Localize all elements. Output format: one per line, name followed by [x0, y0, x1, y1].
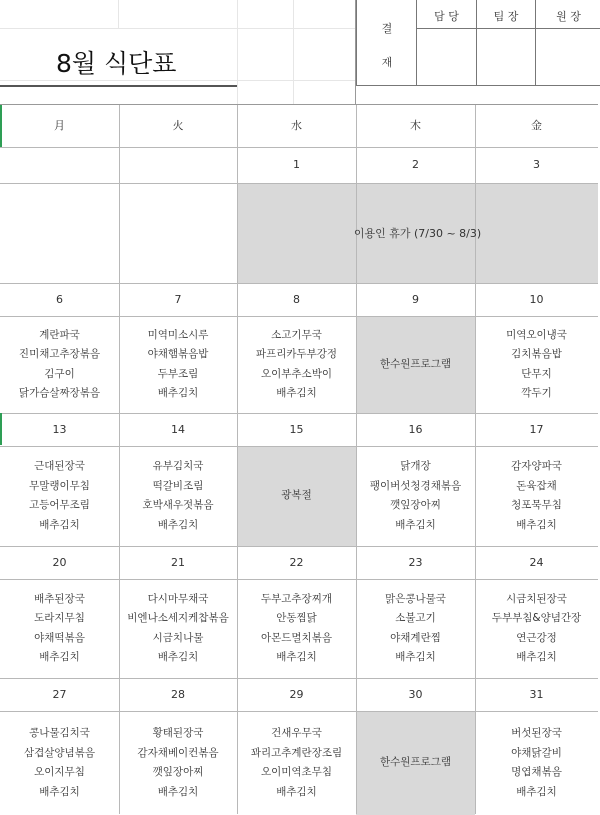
- day-number: 6: [56, 293, 63, 306]
- menu-item: 감자채베이컨볶음: [137, 746, 219, 759]
- day-menu: [237, 446, 356, 546]
- day-menu: [0, 446, 119, 546]
- day-number: 15: [289, 423, 304, 436]
- menu-item: 배추김치: [157, 518, 199, 531]
- menu-item: 야채떡볶음: [34, 631, 85, 644]
- menu-item: 청포묵무침: [511, 499, 562, 511]
- approval-label-bottom: 재: [381, 56, 393, 69]
- page-title: 8월 식단표: [56, 49, 177, 78]
- day-number: 16: [408, 423, 423, 436]
- approval-role-director: 원 장: [556, 10, 581, 23]
- weekday-header: 月: [54, 119, 65, 132]
- day-number: 2: [412, 158, 419, 171]
- menu-item: 김구이: [44, 367, 75, 380]
- day-number: 28: [171, 688, 185, 701]
- menu-item: 아몬드멸치볶음: [260, 631, 332, 644]
- menu-item: 배추김치: [276, 651, 317, 663]
- day-number: 14: [171, 423, 185, 436]
- menu-calendar: [0, 104, 598, 814]
- day-number: 29: [289, 688, 304, 701]
- menu-item: 배추김치: [157, 387, 199, 399]
- day-number: 24: [529, 556, 544, 569]
- day-number: 27: [52, 688, 67, 701]
- left-edge-marker: [0, 105, 2, 147]
- menu-item: 배추된장국: [34, 592, 85, 605]
- menu-item: 도라지무침: [34, 612, 85, 624]
- menu-item: 다시마무채국: [147, 592, 209, 605]
- day-number: 3: [533, 158, 540, 171]
- weekday-header: 木: [410, 119, 421, 132]
- menu-item: 황태된장국: [152, 727, 204, 739]
- day-number: 1: [293, 158, 300, 171]
- day-menu: [356, 446, 475, 546]
- title-box: [0, 0, 356, 104]
- day-number: 13: [52, 423, 67, 436]
- menu-item: 콩나물김치국: [29, 727, 90, 739]
- menu-item: 시금치된장국: [506, 592, 567, 605]
- menu-item: 깻잎장아찌: [152, 766, 204, 778]
- day-number: [0, 147, 119, 183]
- menu-item: 배추김치: [516, 785, 557, 798]
- day-menu: [119, 316, 237, 413]
- menu-item: 미역오이냉국: [506, 328, 567, 341]
- menu-item: 야채계란찜: [390, 631, 441, 644]
- menu-item: 고등어무조림: [29, 499, 90, 511]
- menu-item: 꽈리고추계란장조림: [250, 746, 343, 759]
- weekday-header: 金: [531, 119, 542, 132]
- approval-role-manager: 담 당: [434, 10, 459, 23]
- day-number: 10: [529, 293, 544, 306]
- day-menu: [119, 711, 237, 815]
- menu-item: 한수원프로그램: [379, 756, 451, 769]
- menu-item: 떡갈비조림: [152, 479, 204, 492]
- menu-item: 비엔나소세지케찹볶음: [127, 612, 229, 624]
- menu-item: 버섯된장국: [511, 727, 562, 739]
- menu-item: 연근강정: [516, 631, 557, 644]
- menu-item: 배추김치: [157, 651, 199, 663]
- menu-item: 무말랭이무침: [29, 479, 90, 492]
- menu-item: 야채햄볶음밥: [147, 348, 209, 360]
- day-number: 31: [529, 688, 544, 701]
- menu-item: 김치볶음밥: [511, 348, 562, 360]
- day-menu: [0, 316, 119, 413]
- menu-item: 배추김치: [39, 651, 80, 663]
- menu-item: 소고기무국: [271, 328, 322, 341]
- day-number: 9: [412, 293, 419, 306]
- day-number: 20: [52, 556, 67, 569]
- menu-item: 배추김치: [395, 651, 436, 663]
- day-menu: [475, 579, 598, 678]
- menu-item: 삼겹살양념볶음: [23, 746, 95, 759]
- menu-item: 진미채고추장볶음: [18, 348, 101, 360]
- menu-item: 두부조림: [157, 367, 199, 380]
- menu-item: 건새우무국: [271, 727, 322, 739]
- left-edge-marker: [0, 413, 2, 445]
- menu-item: 배추김치: [395, 518, 436, 531]
- menu-item: 두부부침&양념간장: [491, 612, 582, 624]
- day-menu: [475, 316, 598, 413]
- menu-item: 안동찜닭: [276, 612, 317, 624]
- menu-item: 두부고추장찌개: [260, 592, 332, 605]
- title-underline: [0, 85, 237, 87]
- approval-divider: [416, 28, 600, 29]
- menu-item: 깍두기: [521, 387, 552, 399]
- day-menu: [475, 446, 598, 546]
- menu-item: 호박새우젓볶음: [142, 499, 214, 511]
- day-number: 23: [408, 556, 423, 569]
- menu-item: 오이미역초무침: [260, 766, 332, 778]
- menu-item: 맑은콩나물국: [385, 592, 446, 605]
- day-menu: [0, 579, 119, 678]
- weekday-header: 水: [291, 119, 302, 132]
- menu-item: 야채닭갈비: [511, 746, 562, 759]
- weekday-header: 火: [172, 119, 184, 132]
- menu-item: 오이지무침: [34, 766, 85, 778]
- menu-item: 유부김치국: [152, 460, 204, 472]
- menu-item: 닭개장: [400, 460, 431, 472]
- menu-item: 배추김치: [157, 785, 199, 798]
- menu-item: 돈육잡채: [516, 479, 557, 492]
- day-menu: [475, 711, 598, 815]
- day-menu: [119, 446, 237, 546]
- menu-item: 닭가슴살짜장볶음: [18, 387, 101, 399]
- day-number: 7: [174, 293, 182, 306]
- day-menu: [356, 711, 475, 815]
- approval-label-top: 결: [381, 22, 393, 35]
- day-number: 8: [293, 293, 300, 306]
- menu-item: 한수원프로그램: [379, 357, 451, 370]
- menu-item: 광복절: [281, 489, 312, 502]
- menu-item: 오이부추소박이: [260, 367, 332, 380]
- menu-item: 배추김치: [516, 651, 557, 663]
- menu-item: 감자양파국: [511, 460, 562, 472]
- menu-item: 시금치나물: [152, 631, 204, 644]
- menu-item: 소불고기: [395, 612, 436, 624]
- day-menu: [237, 711, 356, 815]
- menu-item: 팽이버섯청경채볶음: [369, 479, 462, 492]
- menu-item: 미역미소시루: [147, 328, 209, 341]
- menu-item: 배추김치: [39, 518, 80, 531]
- menu-item: 계란파국: [39, 328, 80, 341]
- menu-item: 깻잎장아찌: [390, 499, 441, 511]
- day-menu: [356, 579, 475, 678]
- day-number: 22: [289, 556, 304, 569]
- day-menu: [237, 316, 356, 413]
- menu-item: 배추김치: [276, 387, 317, 399]
- day-number: 30: [408, 688, 423, 701]
- menu-item: 배추김치: [276, 785, 317, 798]
- day-menu: [356, 316, 475, 413]
- day-number: 21: [171, 556, 185, 569]
- day-menu: [0, 711, 119, 815]
- day-number: 17: [529, 423, 544, 436]
- menu-item: 근대된장국: [34, 460, 85, 472]
- approval-block: [356, 0, 600, 86]
- day-number: [119, 147, 237, 183]
- menu-item: 배추김치: [516, 518, 557, 531]
- day-menu: [119, 579, 237, 678]
- vacation-note: 이용인 휴가 (7/30 ~ 8/3): [353, 227, 482, 240]
- menu-item: 파프리카두부강정: [255, 348, 338, 360]
- approval-role-team-lead: 팀 장: [493, 10, 519, 23]
- menu-item: 배추김치: [39, 785, 80, 798]
- menu-item: 단무지: [521, 367, 552, 380]
- menu-item: 명엽채볶음: [511, 766, 562, 778]
- day-menu: [237, 579, 356, 678]
